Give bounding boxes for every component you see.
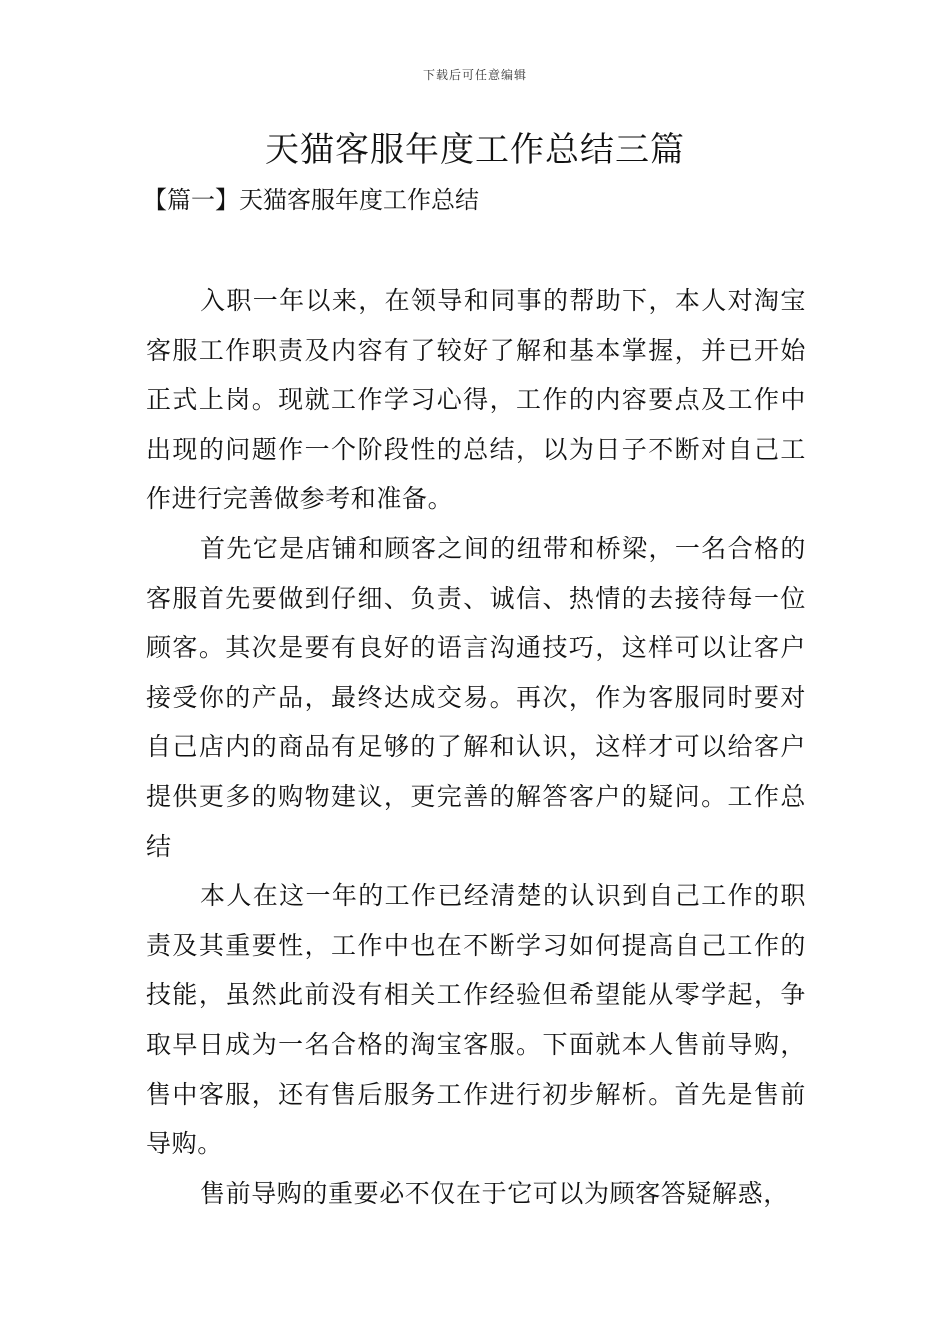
paragraph-1: 入职一年以来，在领导和同事的帮助下，本人对淘宝客服工作职责及内容有了较好了解和基本掌握，并已开始正式上岗。现就工作学习心得，工作的内容要点及工作中出现的问题作一个阶段性的总结，以为日子不断对自己工作进行完善做参考和准备。 [146,286,806,514]
paragraph-2: 首先它是店铺和顾客之间的纽带和桥梁，一名合格的客服首先要做到仔细、负责、诚信、热情的去接待每一位顾客。其次是要有良好的语言沟通技巧，这样可以让客户接受你的产品，最终达成交易。再次，作为客服同时要对自己店内的商品有足够的了解和认识，这样才可以给客户提供更多的购物建议，更完善的解答客户的疑问。工作总结 [146,533,806,861]
header-note: 下载后可任意编辑 [422,68,527,82]
paragraph-4: 售前导购的重要必不仅在于它可以为顾客答疑解惑， [200,1178,789,1208]
document-title: 天猫客服年度工作总结三篇 [265,130,685,170]
document-body [146,276,806,1218]
section-heading: 【篇一】天猫客服年度工作总结 [143,186,479,214]
paragraph-3: 本人在这一年的工作已经清楚的认识到自己工作的职责及其重要性，工作中也在不断学习如何提高自己工作的技能，虽然此前没有相关工作经验但希望能从零学起，争取早日成为一名合格的淘宝客服。下面就本人售前导购，售中客服，还有售后服务工作进行初步解析。首先是售前导购。 [146,881,806,1159]
